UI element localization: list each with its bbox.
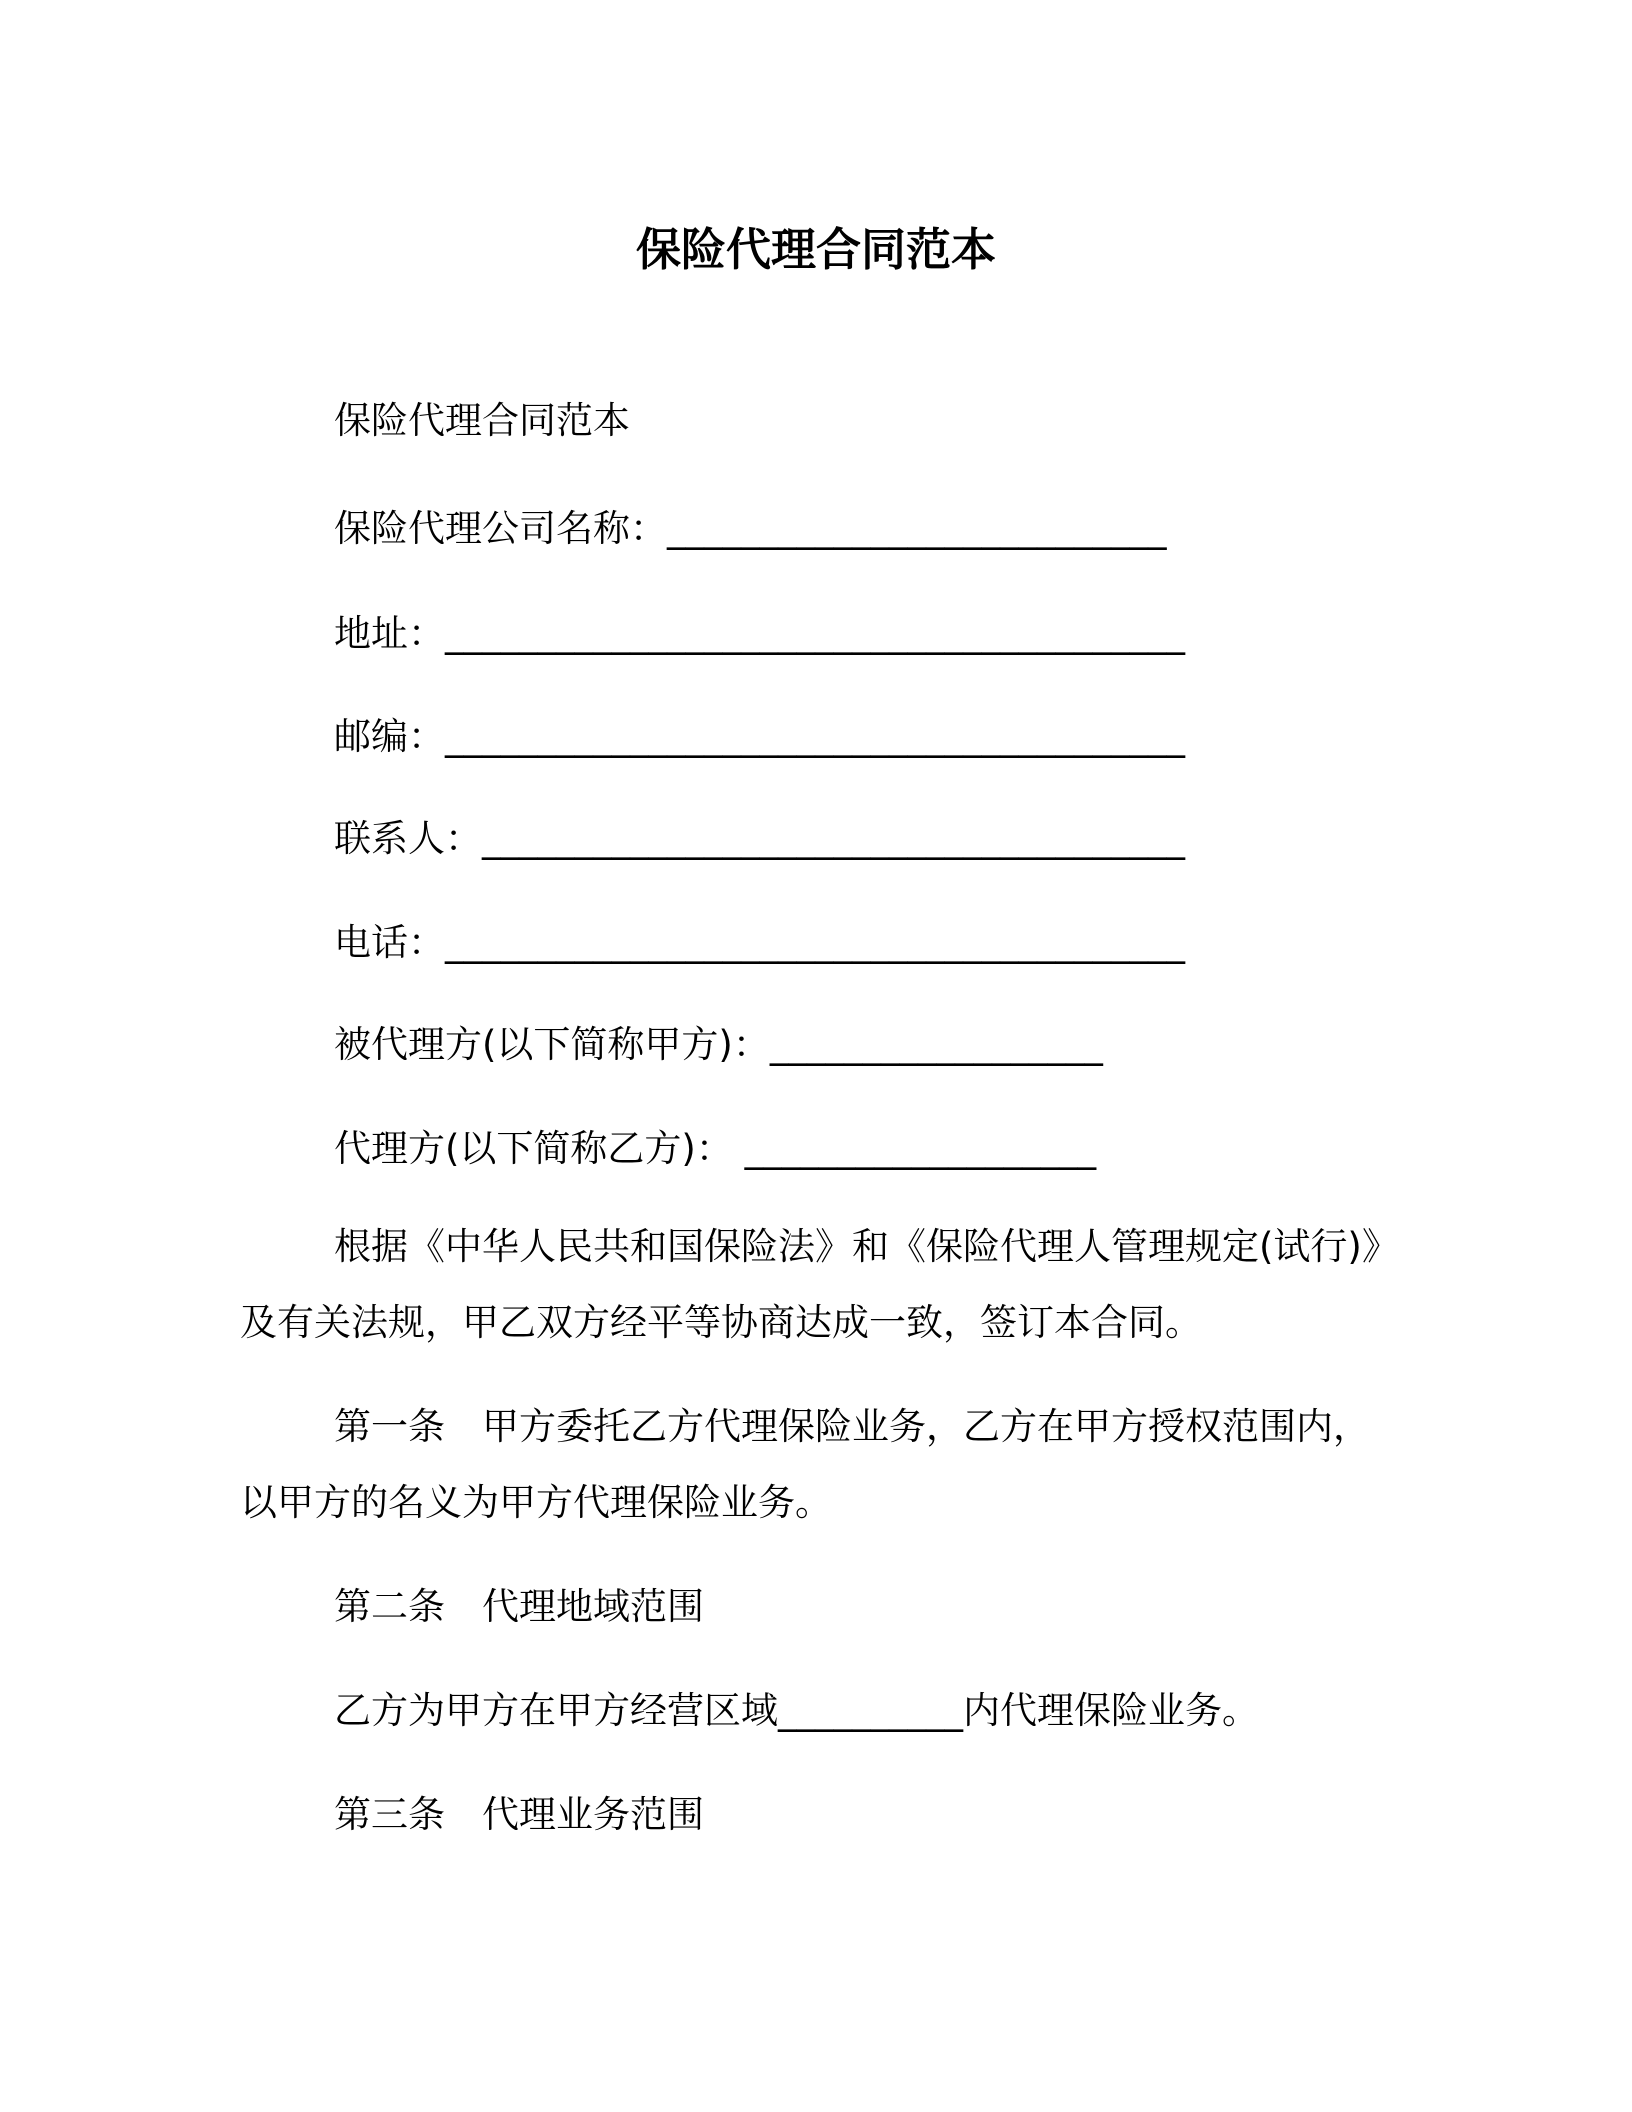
field-contact-person: 联系人：______________________________________ (334, 817, 1185, 860)
field-principal-party-a: 被代理方(以下简称甲方)：__________________ (334, 1023, 1103, 1066)
intro-paragraph: 根据《中华人民共和国保险法》和《保险代理人管理规定(试行)》及有关法规，甲乙双方经平等协商达成一致，签订本合同。 (240, 1225, 1399, 1344)
field-postcode: 邮编：________________________________________ (334, 715, 1185, 758)
document-title: 保险代理合同范本 (635, 223, 996, 276)
field-phone: 电话：________________________________________ (334, 921, 1185, 964)
article-2-heading: 第二条 代理地域范围 (334, 1585, 704, 1628)
field-address: 地址：________________________________________ (334, 612, 1185, 655)
article-2-body: 乙方为甲方在甲方经营区域__________内代理保险业务。 (334, 1689, 1259, 1732)
field-agency-company-name: 保险代理公司名称：___________________________ (334, 507, 1167, 550)
article-3-heading: 第三条 代理业务范围 (334, 1793, 704, 1836)
field-agent-party-b: 代理方(以下简称乙方)： ___________________ (334, 1127, 1097, 1170)
document-subtitle: 保险代理合同范本 (334, 399, 630, 442)
article-1-paragraph: 第一条 甲方委托乙方代理保险业务，乙方在甲方授权范围内，以甲方的名义为甲方代理保险业务。 (240, 1405, 1370, 1524)
